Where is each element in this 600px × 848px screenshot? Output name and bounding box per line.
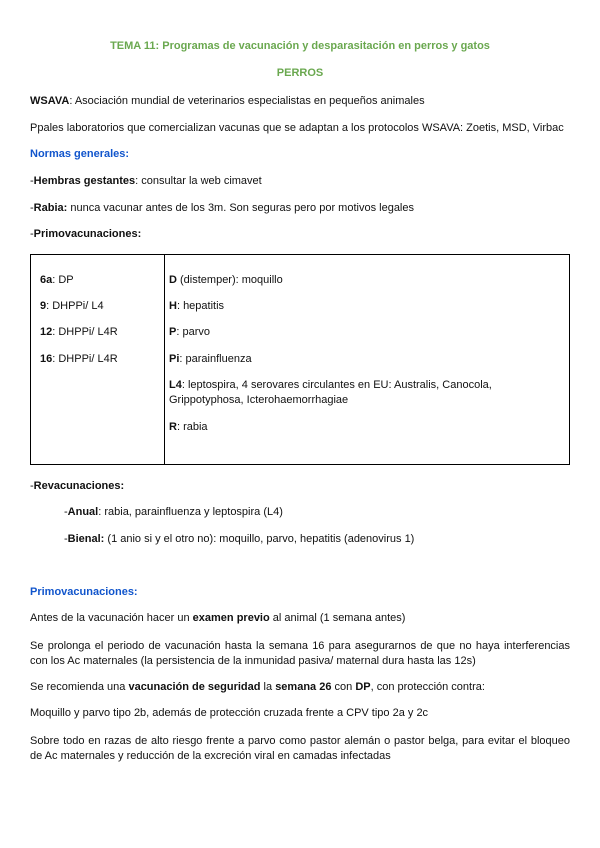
legend-row: H: hepatitis (169, 300, 225, 312)
table-divider (164, 255, 165, 464)
legend-row: D (distemper): moquillo (169, 274, 283, 286)
revac-heading: -Revacunaciones: (30, 480, 125, 492)
paragraph-5: Sobre todo en razas de alto riesgo frente a parvo como pastor alemán o pastor belga, para evitar el bloqueo de Ac maternales y reducción de la excreción viral en camadas infectadas (30, 735, 570, 762)
vaccination-table (30, 254, 570, 465)
wsava-line: WSAVA: Asociación mundial de veterinarios especialistas en pequeños animales (30, 95, 425, 107)
normas-heading: Normas generales: (30, 148, 130, 160)
schedule-row: 9: DHPPi/ L4 (40, 300, 104, 312)
paragraph-4: Moquillo y parvo tipo 2b, además de protección cruzada frente a CPV tipo 2a y 2c (30, 707, 429, 719)
schedule-row: 6a: DP (40, 274, 74, 286)
schedule-row: 12: DHPPi/ L4R (40, 326, 118, 338)
legend-row: L4: leptospira, 4 serovares circulantes en EU: Australis, Canocola, Grippotyphosa, Icterohaemorrhagiae (169, 379, 492, 406)
legend-row: R: rabia (169, 421, 208, 433)
labs-line: Ppales laboratorios que comercializan vacunas que se adaptan a los protocolos WSAVA: Zoetis, MSD, Virbac (30, 122, 564, 134)
paragraph-1: Antes de la vacunación hacer un examen previo al animal (1 semana antes) (30, 612, 406, 624)
schedule-row: 16: DHPPi/ L4R (40, 353, 118, 365)
paragraph-3: Se recomienda una vacunación de seguridad la semana 26 con DP, con protección contra: (30, 681, 485, 693)
paragraph-2: Se prolonga el periodo de vacunación hasta la semana 16 para asegurarnos de que no haya interferencias con los Ac maternales (la persistencia de la inmunidad pasiva/ maternal dura hasta las 12s) (30, 640, 570, 667)
bienal-line: -Bienal: (1 anio si y el otro no): moquillo, parvo, hepatitis (adenovirus 1) (64, 533, 415, 545)
primovac-heading: -Primovacunaciones: (30, 228, 142, 240)
primovac2-heading: Primovacunaciones: (30, 586, 138, 598)
page-title: TEMA 11: Programas de vacunación y desparasitación en perros y gatos (110, 40, 490, 52)
legend-row: P: parvo (169, 326, 210, 338)
page-subtitle: PERROS (276, 67, 324, 79)
legend-row: Pi: parainfluenza (169, 353, 252, 365)
rabia-line: -Rabia: nunca vacunar antes de los 3m. Son seguras pero por motivos legales (30, 202, 414, 214)
anual-line: -Anual: rabia, parainfluenza y leptospira (L4) (64, 506, 283, 518)
hembras-line: -Hembras gestantes: consultar la web cimavet (30, 175, 262, 187)
